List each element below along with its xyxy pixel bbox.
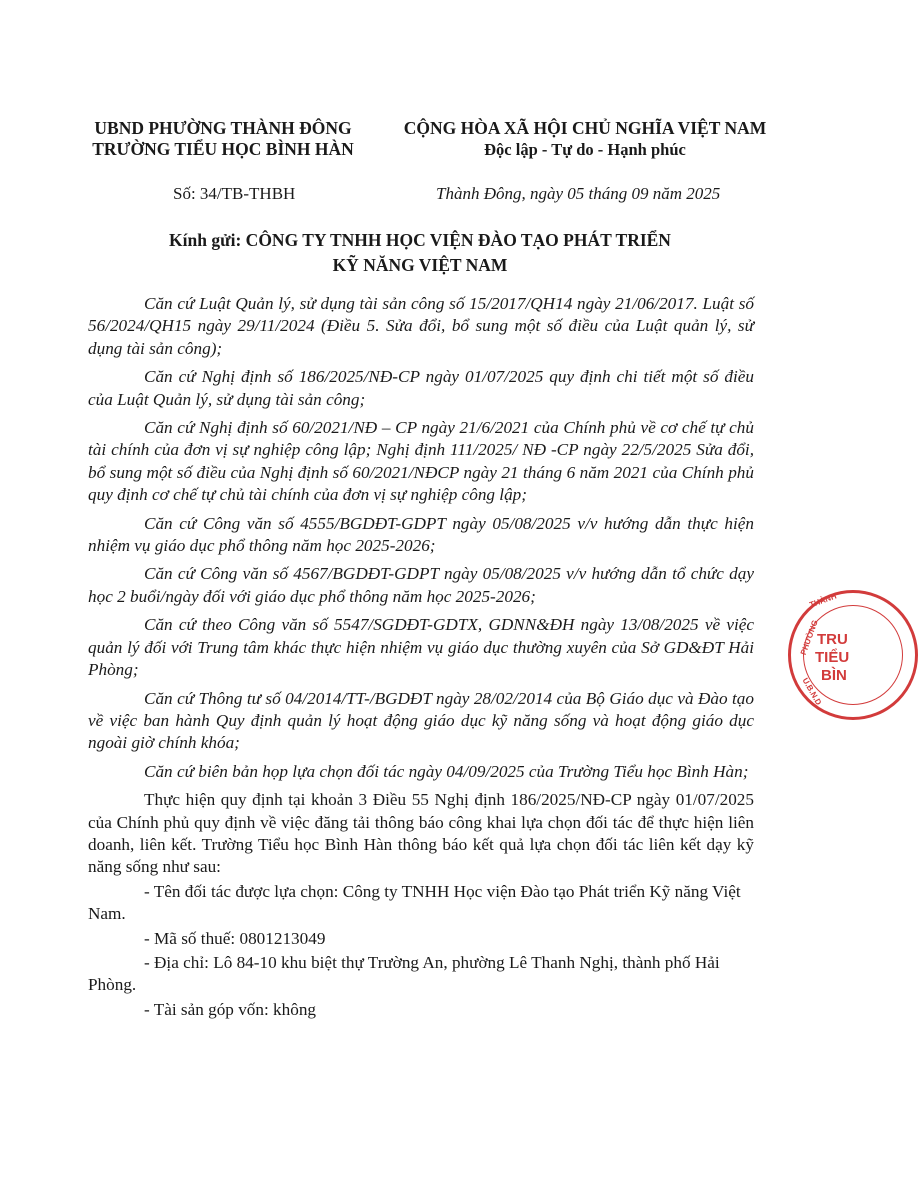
stamp-arc-left: PHƯỜNG — [798, 618, 820, 657]
detail-item: - Tài sản góp vốn: không — [144, 999, 317, 1019]
issuing-organization — [88, 118, 358, 160]
stamp-center-3: BÌN — [821, 667, 847, 684]
stamp-arc-top: THÀNH — [808, 591, 838, 610]
detail-item: - Mã số thuế: 0801213049 — [144, 928, 326, 948]
recipient — [100, 228, 740, 278]
official-stamp-seal — [788, 590, 918, 720]
document-body — [88, 293, 754, 1023]
legal-basis: Căn cứ Nghị định số 60/2021/NĐ – CP ngày 21/6/2021 của Chính phủ về cơ chế tự chủ tài chính của đơn vị sự nghiệp công lập; Nghị định 111/2025/ NĐ -CP ngày 22/5/2025 Sửa đổi, bổ sung một số điều của Nghị định số 60/2021/NĐCP ngày 21 tháng 6 năm 2021 của Chính phủ quy định cơ chế tự chủ tài chính của đơn vị sự nghiệp công lập; — [88, 418, 754, 505]
legal-basis: Căn cứ Công văn số 4567/BGDĐT-GDPT ngày 05/08/2025 v/v hướng dẫn tổ chức dạy học 2 buổi/ngày đối với giáo dục phổ thông năm học 2025-2026; — [88, 564, 754, 606]
stamp-center-2: TIỂU — [815, 649, 850, 666]
national-motto — [385, 118, 785, 160]
legal-basis: Căn cứ biên bản họp lựa chọn đối tác ngày 04/09/2025 của Trường Tiểu học Bình Hàn; — [144, 761, 749, 781]
recipient-line-2: KỸ NĂNG VIỆT NAM — [332, 255, 508, 275]
nation-line-2: Độc lập - Tự do - Hạnh phúc — [484, 140, 686, 159]
stamp-center-1: TRU — [817, 631, 848, 648]
nation-line-1: CỘNG HÒA XÃ HỘI CHỦ NGHĨA VIỆT NAM — [403, 118, 767, 138]
detail-item: - Địa chỉ: Lô 84-10 khu biệt thự Trường An, phường Lê Thanh Nghị, thành phố Hải Phòng. — [88, 952, 720, 995]
recipient-line-1: Kính gửi: CÔNG TY TNHH HỌC VIỆN ĐÀO TẠO PHÁT TRIỂN — [169, 230, 671, 250]
org-line-1: UBND PHƯỜNG THÀNH ĐÔNG — [94, 118, 352, 138]
intro-paragraph: Thực hiện quy định tại khoản 3 Điều 55 Nghị định 186/2025/NĐ-CP ngày 01/07/2025 của Chính phủ quy định về việc đăng tải thông báo công khai lựa chọn đối tác để thực hiện liên doanh, liên kết. Trường Tiểu học Bình Hàn thông báo kết quả lựa chọn đối tác liên kết dạy kỹ năng sống như sau: — [88, 790, 754, 877]
detail-item: - Tên đối tác được lựa chọn: Công ty TNHH Học viện Đào tạo Phát triển Kỹ năng Việt Nam. — [88, 881, 741, 924]
legal-basis: Căn cứ theo Công văn số 5547/SGDĐT-GDTX, GDNN&ĐH ngày 13/08/2025 về việc quản lý đối với Trung tâm khác thực hiện nhiệm vụ giáo dục thường xuyên của Sở GD&ĐT Hải Phòng; — [88, 615, 754, 680]
document-number: Số: 34/TB-THBH — [173, 184, 296, 203]
legal-basis: Căn cứ Thông tư số 04/2014/TT-/BGDĐT ngày 28/02/2014 của Bộ Giáo dục và Đào tạo về việc ban hành Quy định quản lý hoạt động giáo dục kỹ năng sống và hoạt động giáo dục ngoài giờ chính khóa; — [88, 688, 754, 753]
legal-basis: Căn cứ Công văn số 4555/BGDĐT-GDPT ngày 05/08/2025 v/v hướng dẫn thực hiện nhiệm vụ giáo dục phổ thông năm học 2025-2026; — [88, 513, 754, 556]
legal-basis: Căn cứ Nghị định số 186/2025/NĐ-CP ngày 01/07/2025 quy định chi tiết một số điều của Luật Quản lý, sử dụng tài sản công; — [88, 367, 754, 409]
stamp-arc-bottom: U.B.N.D — [800, 676, 824, 707]
legal-basis: Căn cứ Luật Quản lý, sử dụng tài sản công số 15/2017/QH14 ngày 21/06/2017. Luật số 56/2024/QH15 ngày 29/11/2024 (Điều 5. Sửa đổi, bổ sung một số điều của Luật quản lý, sử dụng tài sản công); — [88, 294, 754, 358]
org-line-2: TRƯỜNG TIỂU HỌC BÌNH HÀN — [92, 139, 354, 159]
date-line: Thành Đông, ngày 05 tháng 09 năm 2025 — [436, 184, 721, 203]
